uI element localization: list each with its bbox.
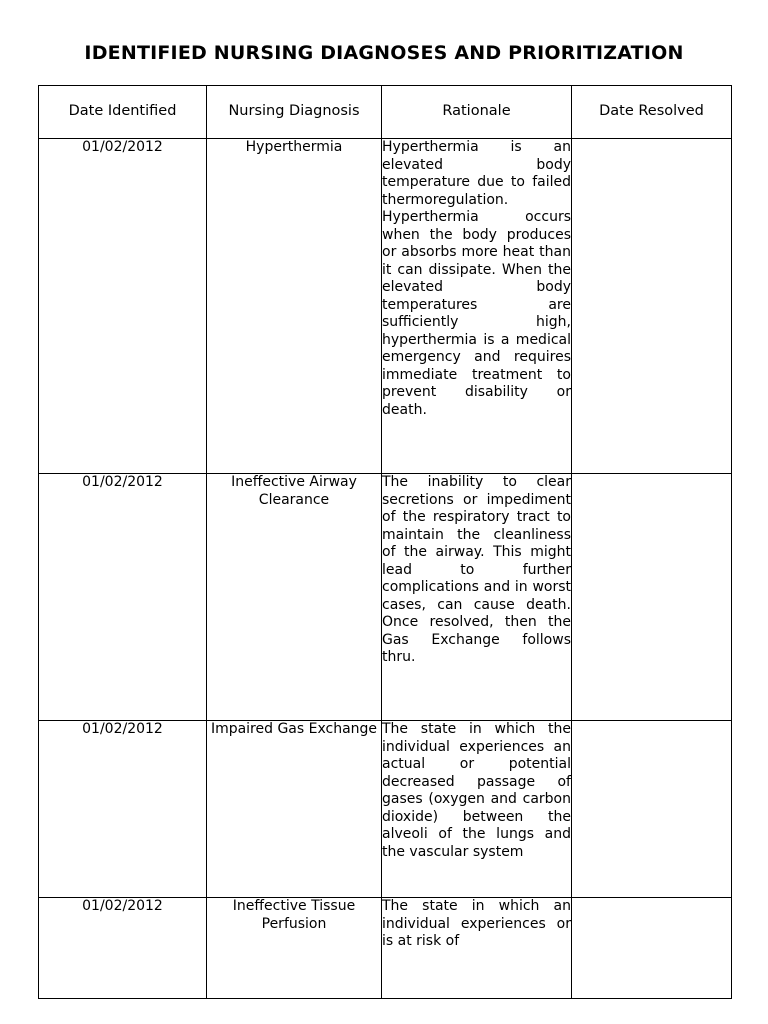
date-resolved-cell <box>572 898 732 999</box>
rationale-cell: The inability to clear secretions or impediment of the respiratory tract to maintain the cleanliness of the airway. This might lead to further complications and in worst cases, can cause death. Once resolved, then the Gas Exchange follows thru. <box>382 474 572 721</box>
table-row <box>39 139 732 474</box>
page-title: IDENTIFIED NURSING DIAGNOSES AND PRIORITIZATION <box>84 42 684 64</box>
date-identified-cell: 01/02/2012 <box>39 474 207 721</box>
date-identified-cell: 01/02/2012 <box>39 721 207 898</box>
rationale-cell: Hyperthermia is an elevated body temperature due to failed thermoregulation. Hyperthermia occurs when the body produces or absorbs more heat than it can dissipate. When the elevated body temperatures are sufficiently high, hyperthermia is a medical emergency and requires immediate treatment to prevent disability or death. <box>382 139 572 474</box>
nursing-diagnosis-cell: Ineffective Tissue Perfusion <box>207 898 382 999</box>
date-resolved-cell <box>572 721 732 898</box>
nursing-diagnoses-table <box>38 85 732 999</box>
rationale-cell: The state in which an individual experiences or is at risk of <box>382 898 572 999</box>
header-date-identified: Date Identified <box>39 86 207 139</box>
date-identified-cell: 01/02/2012 <box>39 898 207 999</box>
header-date-resolved: Date Resolved <box>572 86 732 139</box>
table-header-row <box>39 86 732 139</box>
date-resolved-cell <box>572 139 732 474</box>
nursing-diagnosis-cell: Ineffective Airway Clearance <box>207 474 382 721</box>
date-identified-cell: 01/02/2012 <box>39 139 207 474</box>
nursing-diagnosis-cell: Hyperthermia <box>207 139 382 474</box>
header-nursing-diagnosis: Nursing Diagnosis <box>207 86 382 139</box>
table-row <box>39 898 732 999</box>
table-row <box>39 474 732 721</box>
header-rationale: Rationale <box>382 86 572 139</box>
nursing-diagnosis-cell: Impaired Gas Exchange <box>207 721 382 898</box>
date-resolved-cell <box>572 474 732 721</box>
rationale-cell: The state in which the individual experiences an actual or potential decreased passage of gases (oxygen and carbon dioxide) between the alveoli of the lungs and the vascular system <box>382 721 572 898</box>
table-row <box>39 721 732 898</box>
